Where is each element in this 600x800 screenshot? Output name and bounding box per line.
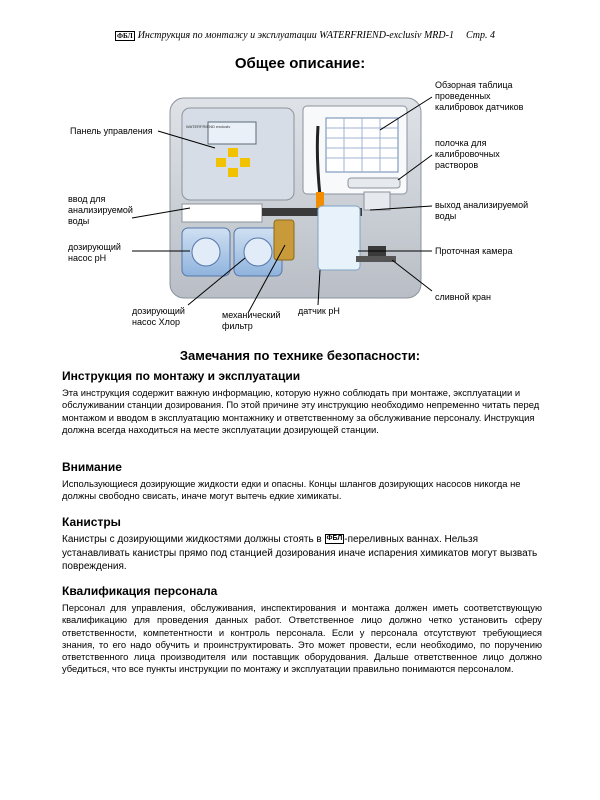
- section-text-warning: Использующиеся дозирующие жидкости едки и опасны. Концы шлангов дозирующих насосов никогда не должны свободно свисать, иначе могут вытечь едкие химикаты.: [62, 478, 521, 502]
- output-valve: [364, 192, 390, 210]
- callout-flow-chamber: Проточная камера: [435, 246, 513, 256]
- callout-calibration-table: Обзорная таблица проведенных калибровок датчиков: [435, 80, 524, 112]
- callout-mech-filter: механический фильтр: [222, 310, 281, 331]
- section-heading-manual: Инструкция по монтажу и эксплуатации: [62, 369, 301, 383]
- header-title: Инструкция по монтажу и эксплуатации WATERFRIEND-exclusiv MRD-1: [137, 30, 454, 41]
- callout-control-panel: Панель управления: [70, 126, 153, 136]
- page-header: [115, 30, 515, 46]
- page-number: Стр. 4: [465, 30, 496, 41]
- canisters-text-before: Канистры с дозирующими жидкостями должны стоять в: [62, 534, 325, 545]
- company-logo-inline: ФБЛ: [326, 535, 343, 543]
- flow-chamber: [318, 206, 360, 270]
- callout-chlorine-pump: дозирующий насос Хлор: [132, 306, 185, 327]
- section-heading-canisters: Канистры: [62, 515, 121, 529]
- section-text-canisters: [62, 533, 542, 574]
- safety-title: Замечания по технике безопасности:: [179, 348, 421, 363]
- overview-title: Общее описание:: [234, 55, 366, 72]
- calibration-shelf: [348, 178, 400, 188]
- section-text-qualification: Персонал для управления, обслуживания, инспектирования и монтажа должен иметь соответствующую квалификацию для проведения данных работ. Ответственное лицо должно четко установить сферу ответственности, компетентности и контроль персонала. Если у персонала отсутствуют требующиеся знания, то его надо обучить и проинструктировать. Это может провести, если необходимо, по поручению ответственного лица производителя или поставщик оборудования. Дальше ответственное лицо должно убедиться, что все пункты инструкции по монтажу и эксплуатации правильно понимаются персоналом.: [62, 602, 542, 675]
- key-down: [228, 168, 238, 177]
- section-heading-warning: Внимание: [62, 460, 122, 474]
- dosing-station-illustration: [168, 96, 423, 301]
- section-text-manual: Эта инструкция содержит важную информацию, которую нужно соблюдать при монтаже, эксплуатации и обслуживании станции дозирования. По этой причине эту инструкцию необходимо непременно читать перед монтажом и вводом в эксплуатацию монтажнику и ответственному за обслуживание персоналу. Инструкция должна всегда находиться на месте эксплуатации дозирующей станции.: [62, 387, 540, 435]
- callout-drain-valve: сливной кран: [435, 292, 491, 302]
- callout-output-water: выход анализируемой воды: [435, 200, 529, 221]
- callout-input-water: ввод для анализируемой воды: [68, 194, 133, 226]
- mechanical-filter: [274, 220, 294, 260]
- canisters-text-after: -переливных ваннах. Нельзя устанавливать канистры прямо под станцией дозирования иначе испарения химикатов могут вызвать повреждения.: [62, 534, 538, 572]
- water-input-label: [182, 204, 262, 222]
- company-logo: ФБЛ: [117, 31, 133, 40]
- callout-ph-pump: дозирующий насос рН: [68, 242, 121, 263]
- section-heading-qualification: Квалификация персонала: [62, 584, 218, 598]
- callout-shelf: полочка для калибровочных растворов: [435, 138, 500, 170]
- callout-ph-sensor: датчик рН: [298, 306, 340, 316]
- device-brand-label: WATERFRIEND exclusiv: [186, 124, 231, 129]
- key-right: [240, 158, 250, 167]
- key-up: [228, 148, 238, 157]
- key-left: [216, 158, 226, 167]
